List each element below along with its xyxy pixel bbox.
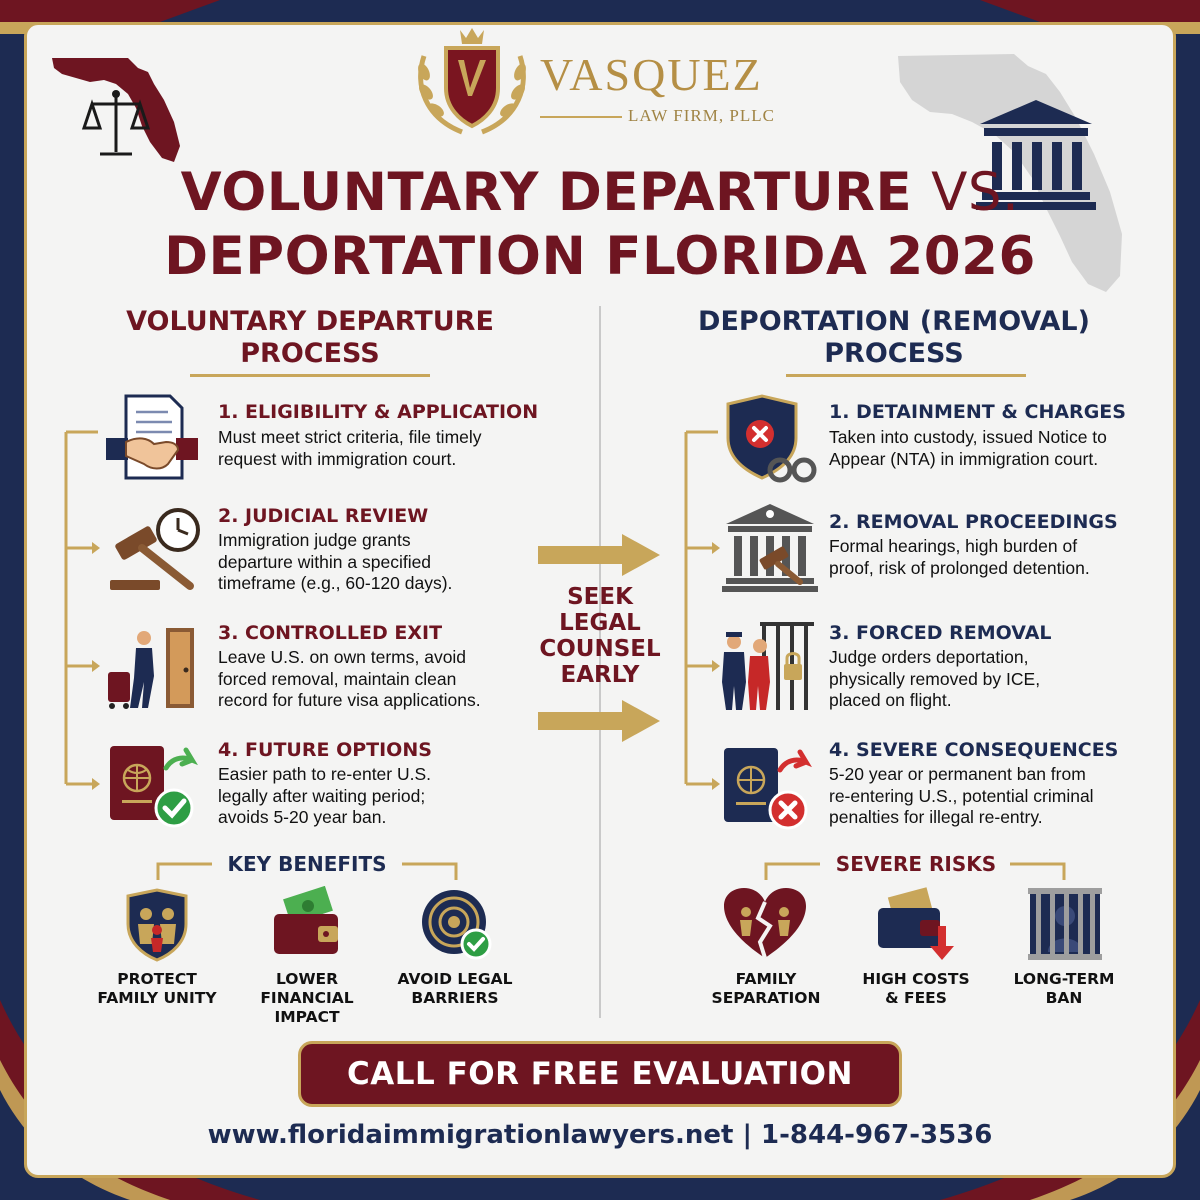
firm-name-rule bbox=[540, 116, 622, 118]
benefit-protect-family-label: PROTECT FAMILY UNITY bbox=[97, 970, 217, 1007]
left-heading-rule bbox=[190, 374, 430, 377]
jail-cell-icon bbox=[1026, 886, 1104, 962]
left-step-1-title: 1. ELIGIBILITY & APPLICATION bbox=[218, 401, 539, 423]
right-timeline-bracket bbox=[678, 428, 722, 794]
call-free-evaluation-button[interactable]: CALL FOR FREE EVALUATION bbox=[298, 1041, 902, 1107]
arrow-right-icon-top bbox=[538, 532, 662, 578]
right-step-4-title: 4. SEVERE CONSEQUENCES bbox=[829, 739, 1119, 761]
severe-risks-heading: SEVERE RISKS bbox=[835, 852, 997, 876]
left-step-2-body: Immigration judge grants departure within a specified timeframe (e.g., 60-120 days). bbox=[218, 530, 453, 593]
family-shield-icon bbox=[124, 888, 190, 962]
wallet-money-icon bbox=[270, 886, 344, 960]
website-link[interactable]: www.floridaimmigrationlawyers.net bbox=[207, 1120, 734, 1150]
law-firm-crest-logo bbox=[410, 26, 534, 138]
key-benefits-heading: KEY BENEFITS bbox=[227, 852, 387, 876]
left-step-3-title: 3. CONTROLLED EXIT bbox=[218, 622, 443, 644]
gavel-clock-icon bbox=[106, 502, 206, 596]
left-timeline-bracket bbox=[58, 428, 102, 794]
right-step-2-title: 2. REMOVAL PROCEEDINGS bbox=[829, 511, 1118, 533]
risk-high-costs-label: HIGH COSTS & FEES bbox=[862, 970, 970, 1007]
firm-name: VASQUEZ bbox=[540, 49, 763, 100]
right-column-heading: DEPORTATION (REMOVAL) PROCESS bbox=[698, 306, 1090, 369]
seek-legal-counsel-callout: SEEK LEGAL COUNSEL EARLY bbox=[539, 584, 661, 688]
right-step-1-body: Taken into custody, issued Notice to Appear (NTA) in immigration court. bbox=[829, 427, 1107, 469]
arrow-right-icon-bottom bbox=[538, 698, 662, 744]
firm-subtitle: LAW FIRM, PLLC bbox=[628, 106, 775, 125]
benefit-avoid-barriers-label: AVOID LEGAL BARRIERS bbox=[397, 970, 513, 1007]
title-vs: VS. bbox=[931, 162, 1020, 223]
benefit-lower-financial-label: LOWER FINANCIAL IMPACT bbox=[260, 970, 354, 1026]
left-step-4-title: 4. FUTURE OPTIONS bbox=[218, 739, 432, 761]
right-heading-rule bbox=[786, 374, 1026, 377]
right-step-3-title: 3. FORCED REMOVAL bbox=[829, 622, 1052, 644]
handshake-document-icon bbox=[104, 392, 200, 484]
shield-handcuffs-icon bbox=[722, 394, 818, 486]
right-step-1-title: 1. DETAINMENT & CHARGES bbox=[829, 401, 1126, 423]
right-step-3-body: Judge orders deportation, physically removed by ICE, placed on flight. bbox=[829, 647, 1041, 710]
risk-family-separation-label: FAMILY SEPARATION bbox=[711, 970, 821, 1007]
page-title-line1 bbox=[0, 162, 1200, 223]
right-step-2-body: Formal hearings, high burden of proof, risk of prolonged detention. bbox=[829, 536, 1090, 578]
wallet-down-arrow-icon bbox=[876, 886, 956, 962]
title-part1: VOLUNTARY DEPARTURE bbox=[180, 162, 913, 223]
left-step-2-title: 2. JUDICIAL REVIEW bbox=[218, 505, 429, 527]
broken-heart-family-icon bbox=[722, 886, 808, 962]
passport-check-icon bbox=[106, 740, 202, 832]
left-step-3-body: Leave U.S. on own terms, avoid forced removal, maintain clean record for future visa applications. bbox=[218, 647, 481, 710]
right-step-4-body: 5-20 year or permanent ban from re-entering U.S., potential criminal penalties for illegal re-entry. bbox=[829, 764, 1094, 827]
page-title-line2: DEPORTATION FLORIDA 2026 bbox=[164, 226, 1036, 287]
traveler-door-icon bbox=[100, 622, 204, 714]
seal-check-icon bbox=[418, 886, 494, 962]
risk-long-term-ban-label: LONG-TERM BAN bbox=[1013, 970, 1115, 1007]
contact-line bbox=[0, 1120, 1200, 1150]
phone-link[interactable]: 1-844-967-3536 bbox=[761, 1120, 993, 1150]
left-step-1-body: Must meet strict criteria, file timely request with immigration court. bbox=[218, 427, 482, 469]
courthouse-gavel-icon bbox=[720, 502, 820, 596]
contact-separator: | bbox=[733, 1120, 762, 1150]
florida-scales-icon bbox=[50, 50, 190, 170]
left-step-4-body: Easier path to re-enter U.S. legally after waiting period; avoids 5-20 year ban. bbox=[218, 764, 432, 827]
passport-denied-icon bbox=[720, 742, 816, 834]
left-column-heading: VOLUNTARY DEPARTURE PROCESS bbox=[126, 306, 494, 369]
officer-detainee-icon bbox=[720, 620, 820, 714]
